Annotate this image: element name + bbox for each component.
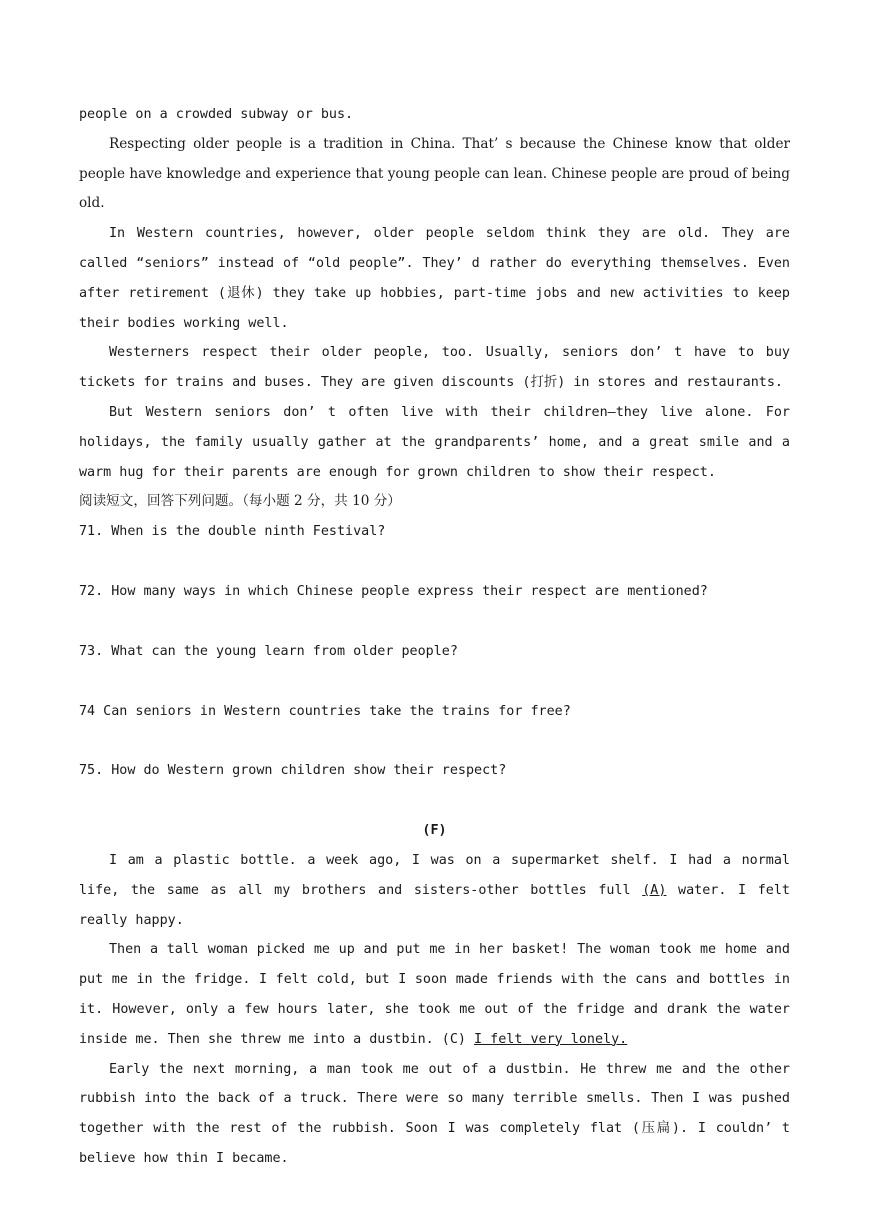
answer-space [79, 547, 790, 577]
passage-f-text: water. I felt really happy. [79, 882, 790, 928]
document-page [79, 100, 790, 1174]
passage-e-paragraph-2: In Western countries, however, older people seldom think they are old. They are called “seniors” instead of “old people”. They’ d rather do everything themselves. Even after retirement (退休) they take up hobbies, part-time jobs and new activities to keep their bodies working well. [79, 226, 790, 331]
passage-e-paragraph-4: But Western seniors don’ t often live with their children—they live alone. For holidays, the family usually gather at the grandparents’ home, and a great smile and a warm hug for their parents are enough for grown children to show their respect. [79, 404, 790, 480]
answer-space [79, 667, 790, 697]
passage-f-paragraph-2 [79, 935, 790, 1054]
blank-marker-a: (A) [642, 882, 667, 898]
question-73: 73. What can the young learn from older people? [79, 643, 458, 659]
passage-e-paragraph-0: people on a crowded subway or bus. [79, 107, 354, 122]
answer-space [79, 786, 790, 816]
section-title-f: (F) [422, 823, 447, 839]
question-75: 75. How do Western grown children show their respect? [79, 763, 507, 779]
passage-f-paragraph-1 [79, 846, 790, 935]
question-instructions: 阅读短文，回答下列问题。（每小题 2 分，共 10 分） [79, 493, 401, 510]
passage-f-paragraph-3: Early the next morning, a man took me out of a dustbin. He threw me and the other rubbish into the back of a truck. There were so many terrible smells. Then I was pushed together with the rest of the rubbish. Soon I was completely flat (压扁). I couldn’ t believe how thin I became. [79, 1061, 790, 1166]
answer-space [79, 607, 790, 637]
answer-space [79, 726, 790, 756]
passage-f-text: Then a tall woman picked me up and put me in her basket! The woman took me home and put me in the fridge. I felt cold, but I soon made friends with the cans and bottles in it. However, only a few hours later, she took me out of the fridge and drank the water inside me. Then she threw me into a dustbin. (C) [79, 942, 790, 1047]
question-74: 74 Can seniors in Western countries take the trains for free? [79, 703, 571, 719]
passage-e-paragraph-3: Westerners respect their older people, too. Usually, seniors don’ t have to buy tickets for trains and buses. They are given discounts (打折) in stores and restaurants. [79, 345, 790, 391]
passage-e-paragraph-1: Respecting older people is a tradition in China. That’ s because the Chinese know that older people have knowledge and experience that young people can lean. Chinese people are proud of being old. [79, 135, 790, 212]
passage-f-text: I am a plastic bottle. a week ago, I was on a supermarket shelf. I had a normal life, the same as all my brothers and sisters-other bottles full [79, 852, 790, 898]
underlined-sentence-c: I felt very lonely. [474, 1031, 628, 1047]
question-72: 72. How many ways in which Chinese people express their respect are mentioned? [79, 583, 708, 599]
question-71: 71. When is the double ninth Festival? [79, 524, 386, 540]
